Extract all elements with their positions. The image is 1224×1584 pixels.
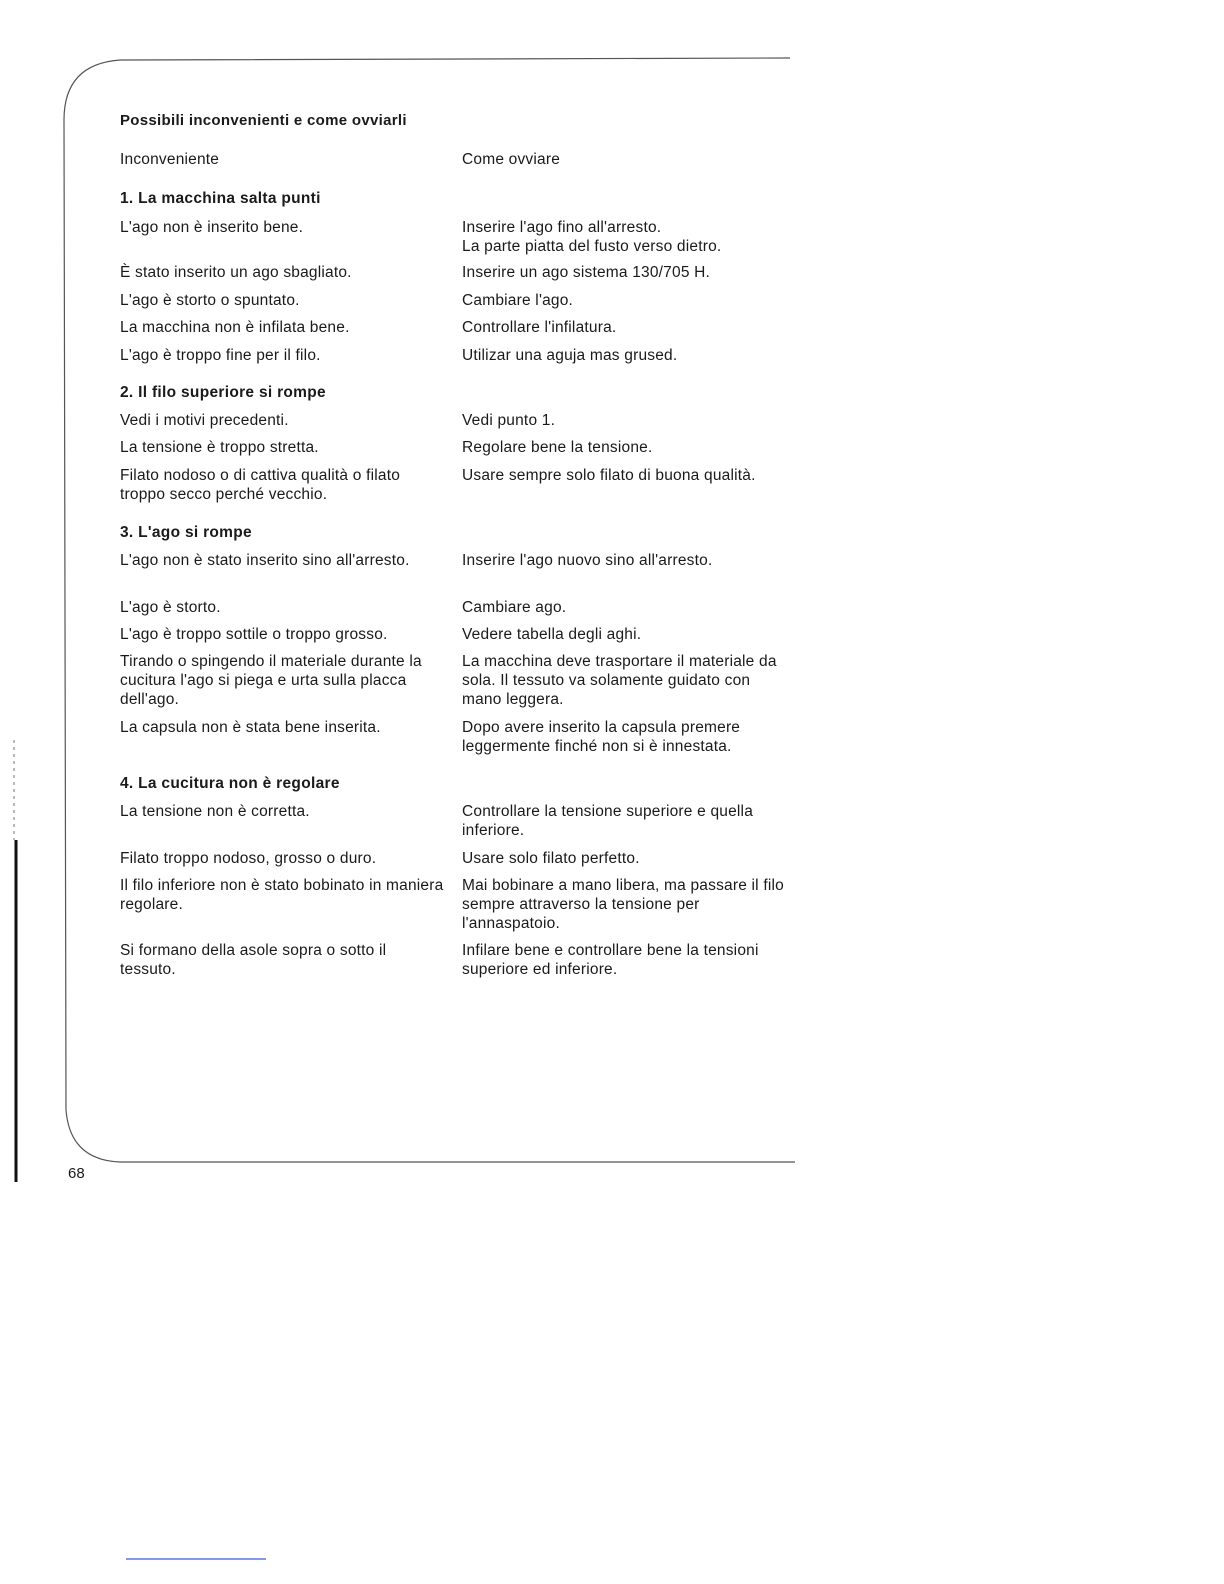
- section-heading: 1. La macchina salta punti: [120, 190, 321, 207]
- problem-cell: L'ago è storto o spuntato.: [120, 292, 300, 309]
- problem-cell: L'ago non è stato inserito sino all'arresto.: [120, 552, 410, 569]
- remedy-cell: Usare solo filato perfetto.: [462, 850, 640, 867]
- remedy-cell: Controllare l'infilatura.: [462, 319, 617, 336]
- remedy-cell: Mai bobinare a mano libera, ma passare il filo sempre attraverso la tensione per l'annaspatoio.: [462, 877, 784, 932]
- page-number: 68: [68, 1165, 85, 1182]
- remedy-cell: Controllare la tensione superiore e quella inferiore.: [462, 803, 754, 839]
- remedy-cell: Cambiare l'ago.: [462, 292, 574, 309]
- remedy-cell: Usare sempre solo filato di buona qualità.: [462, 467, 756, 484]
- problem-cell: L'ago non è inserito bene.: [120, 219, 304, 236]
- remedy-cell: Utilizar una aguja mas grused.: [462, 347, 678, 364]
- problem-cell: Filato nodoso o di cattiva qualità o filato troppo secco perché vecchio.: [120, 467, 401, 503]
- section-heading: 4. La cucitura non è regolare: [120, 775, 340, 792]
- remedy-cell: Cambiare ago.: [462, 599, 567, 616]
- problem-cell: L'ago è troppo fine per il filo.: [120, 347, 321, 364]
- problem-cell: L'ago è troppo sottile o troppo grosso.: [120, 626, 388, 643]
- problem-cell: Filato troppo nodoso, grosso o duro.: [120, 850, 377, 867]
- problem-cell: Il filo inferiore non è stato bobinato in maniera regolare.: [120, 877, 444, 913]
- remedy-cell: Infilare bene e controllare bene la tensioni superiore ed inferiore.: [462, 942, 759, 978]
- remedy-cell: Vedere tabella degli aghi.: [462, 626, 642, 643]
- column-header-problem: Inconveniente: [120, 151, 220, 168]
- column-header-remedy: Come ovviare: [462, 151, 561, 168]
- problem-cell: La macchina non è infilata bene.: [120, 319, 350, 336]
- top-frame-line: [64, 58, 790, 120]
- problem-cell: Vedi i motivi precedenti.: [120, 412, 289, 429]
- remedy-cell: Vedi punto 1.: [462, 412, 556, 429]
- page-title: Possibili inconvenienti e come ovviarli: [120, 112, 407, 129]
- section-heading: 2. Il filo superiore si rompe: [120, 384, 326, 401]
- problem-cell: L'ago è storto.: [120, 599, 221, 616]
- problem-cell: La tensione non è corretta.: [120, 803, 310, 820]
- problem-cell: È stato inserito un ago sbagliato.: [120, 264, 352, 281]
- remedy-cell: Dopo avere inserito la capsula premere leggermente finché non si è innestata.: [462, 719, 741, 755]
- remedy-cell: Inserire un ago sistema 130/705 H.: [462, 264, 711, 281]
- problem-cell: La capsula non è stata bene inserita.: [120, 719, 381, 736]
- problem-cell: La tensione è troppo stretta.: [120, 439, 319, 456]
- remedy-cell: La macchina deve trasportare il materiale da sola. Il tessuto va solamente guidato con mano leggera.: [462, 653, 777, 708]
- remedy-cell: Inserire l'ago nuovo sino all'arresto.: [462, 552, 713, 569]
- problem-cell: Si formano della asole sopra o sotto il tessuto.: [120, 942, 387, 978]
- remedy-cell: Regolare bene la tensione.: [462, 439, 653, 456]
- remedy-cell: Inserire l'ago fino all'arresto. La parte piatta del fusto verso dietro.: [462, 219, 722, 255]
- section-heading: 3. L'ago si rompe: [120, 524, 252, 541]
- problem-cell: Tirando o spingendo il materiale durante la cucitura l'ago si piega e urta sulla placca dell'ago.: [120, 653, 422, 708]
